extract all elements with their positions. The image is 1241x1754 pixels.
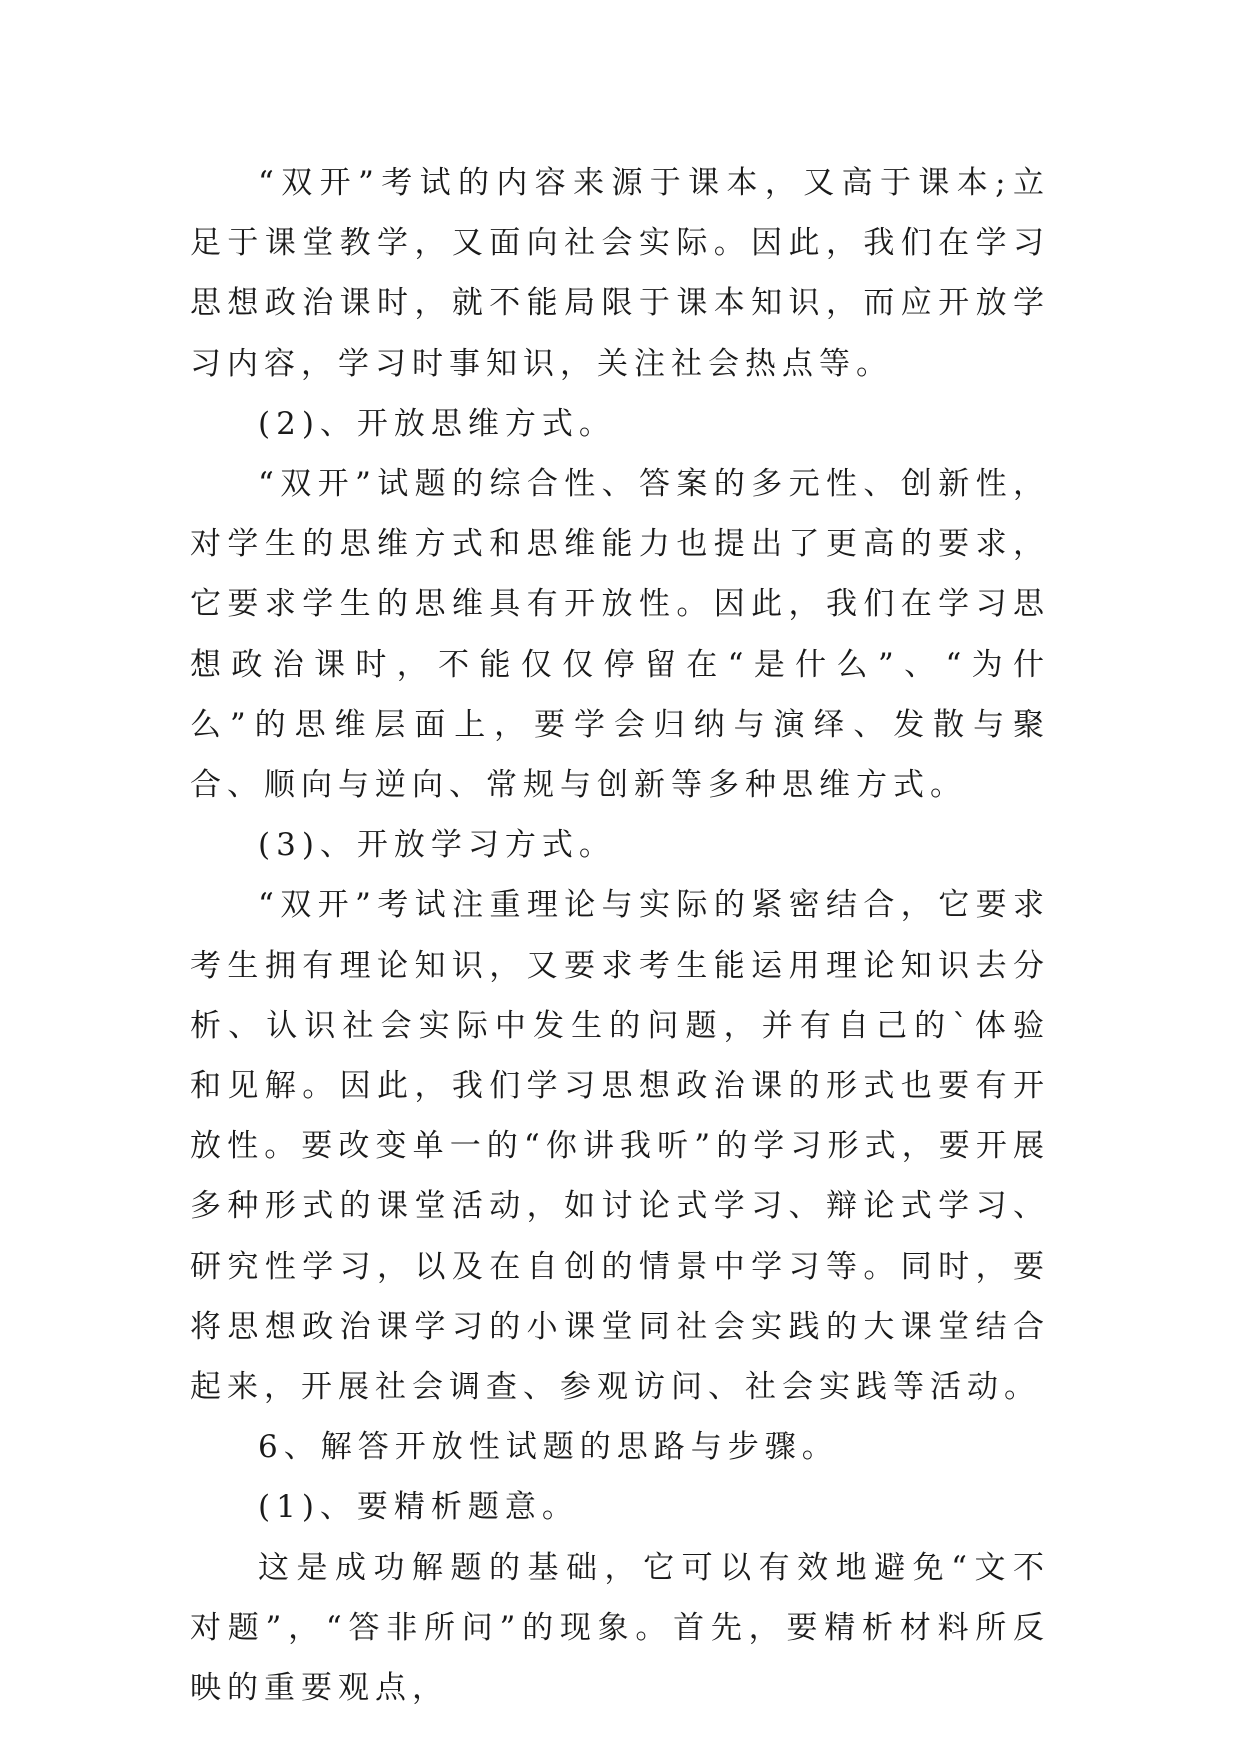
heading-analyze-question: (1)、要精析题意。 <box>258 1489 579 1526</box>
heading-open-thinking: (2)、开放思维方式。 <box>258 405 616 442</box>
heading-open-learning: (3)、开放学习方式。 <box>258 827 616 864</box>
heading-answer-steps: 6、解答开放性试题的思路与步骤。 <box>258 1429 839 1466</box>
paragraph-content-source: “双开”考试的内容来源于课本，又高于课本;立足于课堂教学，又面向社会实际。因此，我们在学习思想政治课时，就不能局限于课本知识，而应开放学习内容，学习时事知识，关注社会热点等。 <box>190 165 1050 382</box>
document-body <box>190 153 1050 1718</box>
paragraph-analyze-question: 这是成功解题的基础，它可以有效地避免“文不对题”，“答非所问”的现象。首先，要精析材料所反映的重要观点， <box>190 1549 1050 1707</box>
paragraph-open-learning: “双开”考试注重理论与实际的紧密结合，它要求考生拥有理论知识，又要求考生能运用理论知识去分析、认识社会实际中发生的问题，并有自己的`体验和见解。因此，我们学习思想政治课的形式也要有开放性。要改变单一的“你讲我听”的学习形式，要开展多种形式的课堂活动，如讨论式学习、辩论式学习、研究性学习，以及在自创的情景中学习等。同时，要将思想政治课学习的小课堂同社会实践的大课堂结合起来，开展社会调查、参观访问、社会实践等活动。 <box>190 887 1050 1406</box>
paragraph-open-thinking: “双开”试题的综合性、答案的多元性、创新性，对学生的思维方式和思维能力也提出了更高的要求，它要求学生的思维具有开放性。因此，我们在学习思想政治课时，不能仅仅停留在“是什么”、“为什么”的思维层面上，要学会归纳与演绎、发散与聚合、顺向与逆向、常规与创新等多种思维方式。 <box>190 466 1050 804</box>
